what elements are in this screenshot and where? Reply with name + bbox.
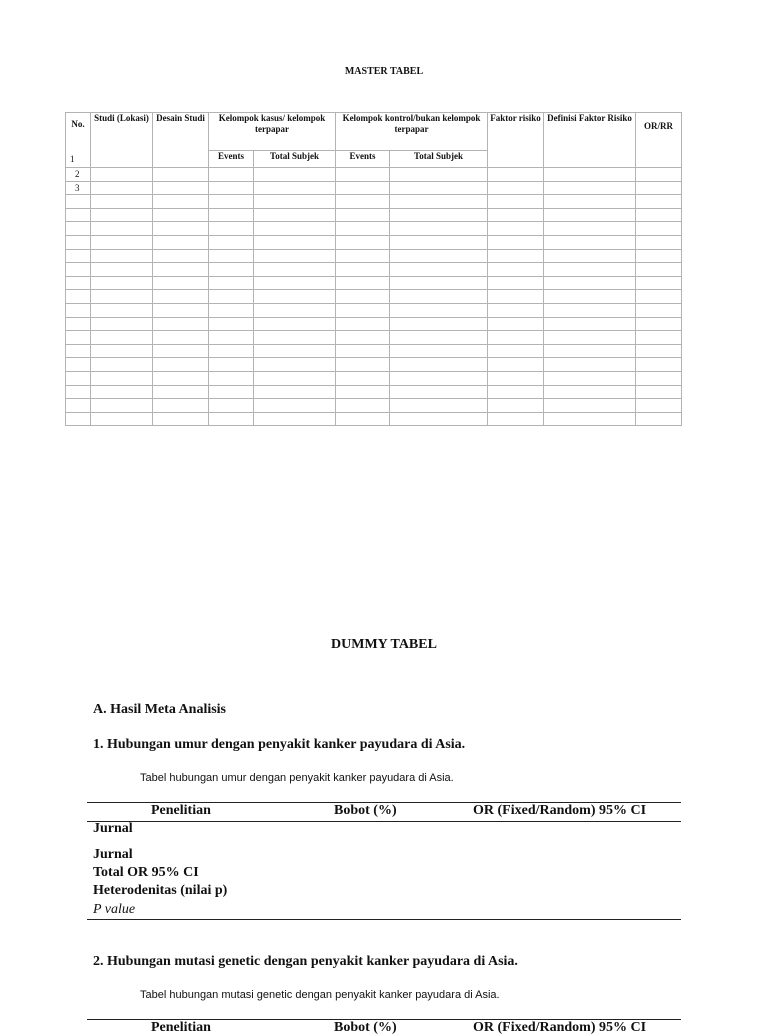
item1-header-rule — [87, 821, 681, 822]
table-cell — [336, 249, 390, 263]
table-cell — [66, 317, 91, 331]
table-cell — [390, 358, 488, 372]
row-number: 3 — [66, 181, 91, 195]
table-cell — [153, 235, 209, 249]
table-cell — [254, 371, 336, 385]
table-cell — [254, 263, 336, 277]
dummy-table-title: DUMMY TABEL — [331, 637, 437, 652]
table-cell — [209, 168, 254, 182]
table-cell — [91, 276, 153, 290]
table-cell — [336, 303, 390, 317]
table-cell — [209, 276, 254, 290]
table-cell — [636, 208, 682, 222]
table-row — [66, 181, 682, 195]
table-cell — [636, 412, 682, 426]
table-cell — [254, 385, 336, 399]
table-cell — [91, 412, 153, 426]
table-cell — [390, 399, 488, 413]
table-cell — [544, 399, 636, 413]
table-cell — [636, 371, 682, 385]
table-cell — [636, 249, 682, 263]
table-cell — [390, 208, 488, 222]
header-events-kontrol: Events — [336, 150, 390, 167]
table-cell — [254, 290, 336, 304]
table-cell — [153, 303, 209, 317]
table-row — [66, 371, 682, 385]
table-cell — [336, 385, 390, 399]
table-cell — [153, 331, 209, 345]
table-cell — [66, 358, 91, 372]
table-row — [66, 317, 682, 331]
table-cell — [636, 317, 682, 331]
table-cell — [254, 168, 336, 182]
table-cell — [254, 195, 336, 209]
table-cell — [91, 344, 153, 358]
table-row — [66, 276, 682, 290]
table-cell — [91, 235, 153, 249]
table-cell — [91, 249, 153, 263]
item1-row-p-value: P value — [93, 902, 136, 917]
table-cell — [390, 290, 488, 304]
table-cell — [153, 371, 209, 385]
table-cell — [153, 344, 209, 358]
table-cell — [544, 222, 636, 236]
table-cell — [66, 263, 91, 277]
table-cell — [636, 168, 682, 182]
table-cell — [544, 371, 636, 385]
table-cell — [390, 263, 488, 277]
table-cell — [91, 317, 153, 331]
header-kelompok-kontrol: Kelompok kontrol/bukan kelompok terpapar — [336, 113, 488, 151]
table-cell — [66, 249, 91, 263]
table-cell — [336, 412, 390, 426]
table-cell — [153, 317, 209, 331]
table-cell — [91, 290, 153, 304]
item1-row-heterodenitas: Heterodenitas (nilai p) — [93, 883, 228, 898]
table-row — [66, 263, 682, 277]
header-definisi: Definisi Faktor Risiko — [544, 113, 636, 168]
table-cell — [488, 371, 544, 385]
table-cell — [544, 249, 636, 263]
table-cell — [390, 303, 488, 317]
table-cell — [336, 317, 390, 331]
table-cell — [336, 344, 390, 358]
row-number: 2 — [66, 168, 91, 182]
table-cell — [91, 222, 153, 236]
table-row — [66, 222, 682, 236]
table-cell — [153, 249, 209, 263]
item1-col-or: OR (Fixed/Random) 95% CI — [473, 803, 647, 818]
table-row — [66, 399, 682, 413]
table-cell — [544, 303, 636, 317]
item2-col-penelitian: Penelitian — [151, 1020, 211, 1035]
table-cell — [488, 222, 544, 236]
table-cell — [336, 399, 390, 413]
table-cell — [254, 276, 336, 290]
table-cell — [209, 263, 254, 277]
table-cell — [91, 385, 153, 399]
table-cell — [488, 235, 544, 249]
table-cell — [254, 181, 336, 195]
table-cell — [336, 276, 390, 290]
table-cell — [336, 208, 390, 222]
master-table — [65, 112, 682, 426]
table-cell — [544, 168, 636, 182]
table-cell — [209, 235, 254, 249]
table-cell — [66, 412, 91, 426]
table-cell — [153, 208, 209, 222]
table-cell — [153, 263, 209, 277]
table-cell — [91, 331, 153, 345]
table-cell — [209, 317, 254, 331]
table-cell — [153, 222, 209, 236]
header-total-subjek-kontrol: Total Subjek — [390, 150, 488, 167]
table-cell — [390, 168, 488, 182]
table-cell — [488, 317, 544, 331]
table-cell — [390, 181, 488, 195]
table-row — [66, 303, 682, 317]
table-cell — [153, 385, 209, 399]
table-cell — [636, 331, 682, 345]
table-row — [66, 290, 682, 304]
table-cell — [336, 358, 390, 372]
table-cell — [336, 222, 390, 236]
item1-col-bobot: Bobot (%) — [334, 803, 397, 818]
table-cell — [544, 412, 636, 426]
table-cell — [488, 276, 544, 290]
table-cell — [91, 263, 153, 277]
header-faktor-risiko: Faktor risiko — [488, 113, 544, 168]
table-cell — [390, 222, 488, 236]
table-cell — [153, 358, 209, 372]
table-cell — [488, 249, 544, 263]
table-row — [66, 249, 682, 263]
table-cell — [153, 290, 209, 304]
table-cell — [488, 344, 544, 358]
table-cell — [636, 358, 682, 372]
table-cell — [488, 385, 544, 399]
master-table-title: MASTER TABEL — [344, 66, 424, 77]
table-cell — [66, 222, 91, 236]
table-cell — [488, 303, 544, 317]
table-cell — [66, 303, 91, 317]
item1-heading: 1. Hubungan umur dengan penyakit kanker payudara di Asia. — [93, 737, 466, 752]
item1-row-jurnal: Jurnal — [93, 847, 133, 862]
table-cell — [153, 195, 209, 209]
table-cell — [209, 222, 254, 236]
table-cell — [91, 195, 153, 209]
table-cell — [636, 290, 682, 304]
table-cell — [209, 399, 254, 413]
table-row — [66, 331, 682, 345]
table-cell — [544, 181, 636, 195]
table-cell — [91, 371, 153, 385]
table-cell — [254, 344, 336, 358]
table-cell — [254, 399, 336, 413]
table-cell — [66, 276, 91, 290]
table-row — [66, 385, 682, 399]
table-cell — [66, 208, 91, 222]
table-cell — [636, 385, 682, 399]
table-cell — [544, 344, 636, 358]
header-no: No. 1 — [66, 113, 91, 168]
table-cell — [336, 168, 390, 182]
table-row — [66, 195, 682, 209]
table-cell — [91, 208, 153, 222]
table-cell — [209, 371, 254, 385]
table-row — [66, 412, 682, 426]
table-cell — [636, 344, 682, 358]
table-cell — [254, 331, 336, 345]
table-cell — [544, 208, 636, 222]
table-cell — [336, 263, 390, 277]
table-cell — [254, 412, 336, 426]
table-cell — [488, 358, 544, 372]
table-cell — [636, 235, 682, 249]
table-cell — [636, 399, 682, 413]
table-cell — [336, 371, 390, 385]
table-cell — [153, 168, 209, 182]
table-cell — [91, 399, 153, 413]
item2-col-bobot: Bobot (%) — [334, 1020, 397, 1035]
table-cell — [209, 208, 254, 222]
table-cell — [636, 181, 682, 195]
table-cell — [91, 168, 153, 182]
table-cell — [254, 303, 336, 317]
table-cell — [209, 290, 254, 304]
header-events-kasus: Events — [209, 150, 254, 167]
table-cell — [390, 344, 488, 358]
table-cell — [209, 331, 254, 345]
table-cell — [209, 195, 254, 209]
table-cell — [488, 195, 544, 209]
table-cell — [390, 331, 488, 345]
table-cell — [544, 276, 636, 290]
table-cell — [390, 317, 488, 331]
table-cell — [390, 412, 488, 426]
table-cell — [336, 181, 390, 195]
table-cell — [254, 235, 336, 249]
item1-row-jurnal: Jurnal — [93, 821, 133, 836]
table-cell — [390, 371, 488, 385]
table-cell — [66, 235, 91, 249]
table-cell — [544, 263, 636, 277]
table-cell — [336, 235, 390, 249]
table-row — [66, 208, 682, 222]
table-cell — [254, 358, 336, 372]
table-cell — [209, 358, 254, 372]
table-cell — [153, 181, 209, 195]
table-cell — [209, 344, 254, 358]
table-cell — [488, 331, 544, 345]
table-cell — [544, 317, 636, 331]
item1-bottom-rule — [87, 919, 681, 920]
table-cell — [66, 290, 91, 304]
table-cell — [544, 195, 636, 209]
table-row — [66, 168, 682, 182]
item2-col-or: OR (Fixed/Random) 95% CI — [473, 1020, 647, 1035]
table-row — [66, 344, 682, 358]
table-cell — [153, 412, 209, 426]
table-cell — [390, 385, 488, 399]
table-cell — [390, 276, 488, 290]
table-cell — [66, 331, 91, 345]
table-cell — [488, 208, 544, 222]
table-cell — [209, 303, 254, 317]
table-cell — [66, 195, 91, 209]
table-cell — [390, 195, 488, 209]
table-cell — [636, 303, 682, 317]
table-cell — [488, 290, 544, 304]
table-cell — [390, 249, 488, 263]
table-cell — [336, 195, 390, 209]
table-cell — [390, 235, 488, 249]
item1-col-penelitian: Penelitian — [151, 803, 211, 818]
table-cell — [636, 263, 682, 277]
table-cell — [254, 249, 336, 263]
table-cell — [209, 412, 254, 426]
table-cell — [91, 181, 153, 195]
table-row — [66, 358, 682, 372]
table-cell — [91, 303, 153, 317]
table-cell — [336, 331, 390, 345]
table-cell — [544, 358, 636, 372]
table-cell — [66, 385, 91, 399]
table-cell — [66, 371, 91, 385]
table-cell — [636, 195, 682, 209]
table-cell — [153, 276, 209, 290]
table-row — [66, 235, 682, 249]
table-cell — [488, 181, 544, 195]
table-cell — [209, 249, 254, 263]
table-cell — [488, 399, 544, 413]
row-number: 1 — [70, 154, 75, 164]
header-desain: Desain Studi — [153, 113, 209, 168]
header-or-rr: OR/RR — [636, 113, 682, 168]
table-cell — [544, 235, 636, 249]
item1-row-total-or: Total OR 95% CI — [93, 865, 199, 880]
table-cell — [91, 358, 153, 372]
table-cell — [488, 412, 544, 426]
table-cell — [636, 276, 682, 290]
table-cell — [254, 208, 336, 222]
table-cell — [544, 290, 636, 304]
item2-caption: Tabel hubungan mutasi genetic dengan penyakit kanker payudara di Asia. — [140, 989, 500, 1001]
table-cell — [254, 222, 336, 236]
item1-caption: Tabel hubungan umur dengan penyakit kanker payudara di Asia. — [140, 772, 454, 784]
header-studi: Studi (Lokasi) — [91, 113, 153, 168]
table-cell — [254, 317, 336, 331]
header-total-subjek-kasus: Total Subjek — [254, 150, 336, 167]
table-cell — [336, 290, 390, 304]
table-cell — [153, 399, 209, 413]
section-a-heading: A. Hasil Meta Analisis — [93, 702, 227, 717]
table-cell — [488, 263, 544, 277]
table-cell — [544, 331, 636, 345]
table-cell — [66, 399, 91, 413]
table-cell — [209, 385, 254, 399]
table-cell — [488, 168, 544, 182]
table-cell — [209, 181, 254, 195]
table-cell — [636, 222, 682, 236]
table-cell — [544, 385, 636, 399]
header-kelompok-kasus: Kelompok kasus/ kelompok terpapar — [209, 113, 336, 151]
table-cell — [66, 344, 91, 358]
item2-heading: 2. Hubungan mutasi genetic dengan penyakit kanker payudara di Asia. — [93, 954, 518, 969]
